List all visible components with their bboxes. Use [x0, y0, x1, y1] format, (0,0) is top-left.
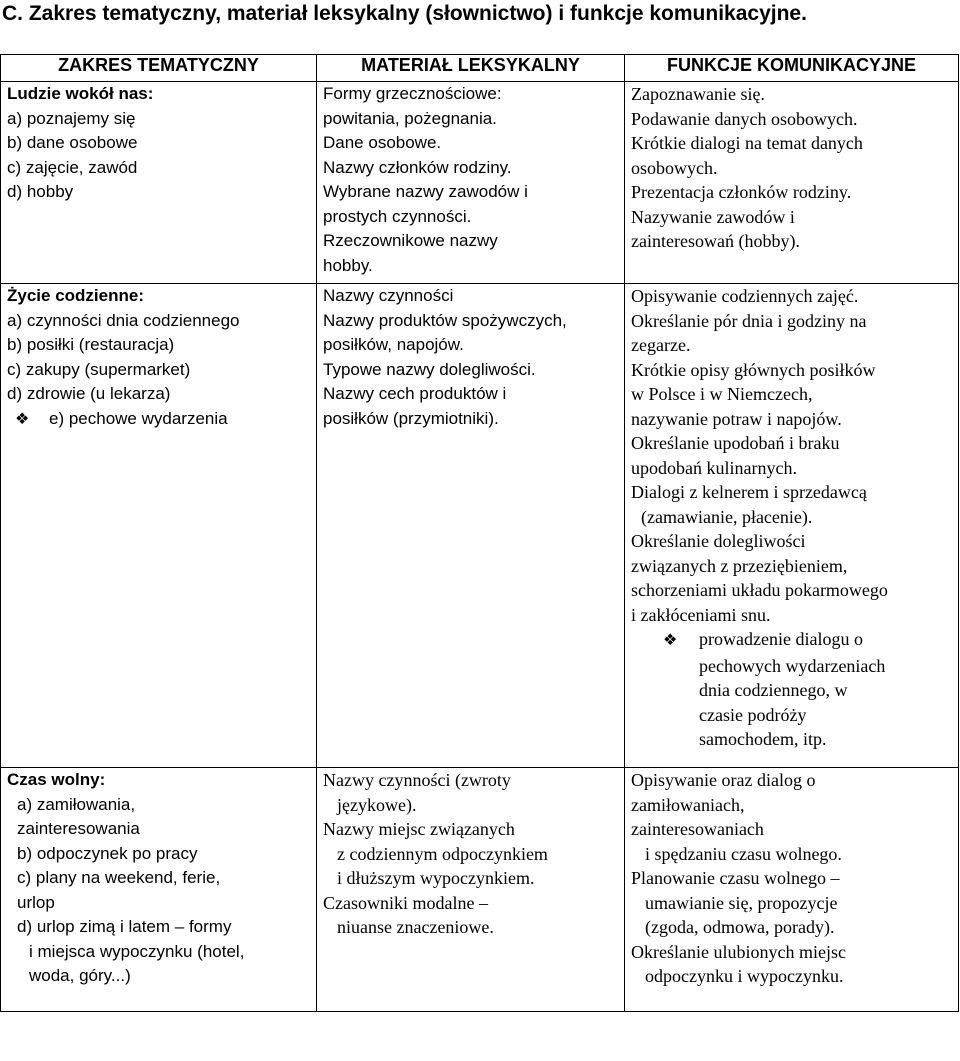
function-line: zainteresowaniach [631, 819, 764, 839]
header-functions: FUNKCJE KOMUNIKACYJNE [625, 55, 959, 82]
function-line: Określanie ulubionych miejsc [631, 941, 846, 962]
function-line: Opisywanie codziennych zajęć. [631, 286, 859, 306]
function-line: odpoczynku i wypoczynku. [645, 966, 844, 986]
table-row [1, 284, 959, 768]
table-row [1, 82, 959, 284]
function-line: Zapoznawanie się. [631, 84, 765, 104]
function-line: Nazywanie zawodów i [631, 206, 795, 227]
lexical-line: prostych czynności. [323, 206, 472, 226]
function-line: Krótkie dialogi na temat danych [631, 133, 863, 153]
topic-item: b) dane osobowe [7, 133, 138, 152]
topic-item: c) zakupy (supermarket) [7, 359, 191, 379]
function-bullet-line: dnia codziennego, w [699, 680, 848, 700]
function-line: osobowych. [631, 157, 718, 178]
lexical-line: i dłuższym wypoczynkiem. [337, 868, 535, 888]
function-line: upodobań kulinarnych. [631, 457, 797, 478]
topic-cell [1, 284, 317, 768]
curriculum-table-wrapper [0, 54, 958, 1012]
function-line: Dialogi z kelnerem i sprzedawcą [631, 482, 867, 502]
function-bullet-line: samochodem, itp. [699, 729, 827, 749]
topic-item: d) hobby [7, 182, 74, 201]
function-line: Planowanie czasu wolnego – [631, 868, 840, 888]
function-line: (zamawianie, płacenie). [641, 506, 813, 527]
topic-item: b) posiłki (restauracja) [7, 335, 175, 354]
function-line: Określanie dolegliwości [631, 531, 806, 551]
lexical-line: posiłków, napojów. [323, 335, 464, 354]
topic-item: a) czynności dnia codziennego [7, 310, 240, 330]
function-line: zegarze. [631, 335, 691, 355]
diamond-bullet-icon: ❖ [663, 632, 678, 649]
function-line: (zgoda, odmowa, porady). [645, 917, 835, 937]
function-line: Opisywanie oraz dialog o [631, 770, 816, 790]
topic-item: a) poznajemy się [7, 108, 136, 128]
topic-item: zainteresowania [17, 819, 140, 838]
function-line: zainteresowań (hobby). [631, 231, 800, 251]
lexical-line: Nazwy czynności [323, 286, 454, 305]
lexical-line: Czasowniki modalne – [323, 892, 488, 913]
topic-cell [1, 768, 317, 1012]
function-line: Określanie upodobań i braku [631, 433, 840, 453]
header-lexical: MATERIAŁ LEKSYKALNY [317, 55, 625, 82]
function-line: Prezentacja członków rodziny. [631, 182, 852, 202]
diamond-bullet-icon: ❖ [15, 410, 30, 428]
lexical-line: Nazwy produktów spożywczych, [323, 310, 567, 330]
lexical-line: językowe). [337, 794, 417, 815]
lexical-line: Nazwy członków rodziny. [323, 157, 512, 177]
function-line: Określanie pór dnia i godziny na [631, 310, 867, 331]
function-bullet-item [631, 627, 954, 654]
table-header-row [1, 55, 959, 82]
lexical-cell [317, 768, 625, 1012]
function-line: w Polsce i w Niemczech, [631, 384, 813, 404]
lexical-line: Typowe nazwy dolegliwości. [323, 359, 536, 379]
lexical-line: Wybrane nazwy zawodów i [323, 182, 528, 201]
topic-title: Czas wolny: [7, 770, 106, 789]
function-bullet-line: pechowych wydarzeniach [699, 655, 886, 676]
topic-item: woda, góry...) [29, 966, 131, 985]
table-row [1, 768, 959, 1012]
topic-item: b) odpoczynek po pracy [17, 843, 198, 863]
curriculum-table [0, 54, 959, 1012]
function-line: zamiłowaniach, [631, 794, 745, 815]
lexical-cell [317, 82, 625, 284]
lexical-line: Dane osobowe. [323, 133, 442, 152]
functions-cell [625, 82, 959, 284]
topic-bullet-text: e) pechowe wydarzenia [49, 408, 228, 428]
topic-title: Ludzie wokół nas: [7, 84, 154, 103]
lexical-line: powitania, pożegnania. [323, 108, 497, 128]
lexical-line: Nazwy cech produktów i [323, 384, 507, 403]
topic-item: urlop [17, 892, 55, 912]
lexical-cell [317, 284, 625, 768]
topic-item: a) zamiłowania, [17, 794, 136, 814]
lexical-line: Formy grzecznościowe: [323, 84, 502, 103]
functions-cell [625, 768, 959, 1012]
topic-cell [1, 82, 317, 284]
topic-item: c) plany na weekend, ferie, [17, 868, 221, 887]
lexical-line: niuanse znaczeniowe. [337, 917, 494, 937]
lexical-line: Rzeczownikowe nazwy [323, 231, 498, 250]
topic-item: i miejsca wypoczynku (hotel, [29, 941, 245, 961]
function-line: umawianie się, propozycje [645, 892, 838, 913]
topic-item: d) zdrowie (u lekarza) [7, 384, 171, 403]
function-line: Krótkie opisy głównych posiłków [631, 359, 876, 380]
function-line: nazywanie potraw i napojów. [631, 408, 842, 429]
function-bullet-line: czasie podróży [699, 704, 807, 725]
function-line: i zakłóceniami snu. [631, 604, 771, 625]
lexical-line: z codziennym odpoczynkiem [337, 843, 548, 864]
function-line: i spędzaniu czasu wolnego. [645, 843, 842, 864]
topic-item: d) urlop zimą i latem – formy [17, 917, 232, 936]
header-topic: ZAKRES TEMATYCZNY [1, 55, 317, 82]
functions-cell [625, 284, 959, 768]
function-line: schorzeniami układu pokarmowego [631, 580, 888, 600]
function-line: Podawanie danych osobowych. [631, 108, 858, 129]
topic-title: Życie codzienne: [7, 286, 144, 305]
lexical-line: posiłków (przymiotniki). [323, 408, 499, 428]
function-line: związanych z przeziębieniem, [631, 555, 848, 576]
topic-bullet-item [7, 407, 312, 433]
lexical-line: Nazwy miejsc związanych [323, 819, 515, 839]
function-bullet-text: prowadzenie dialogu o [699, 629, 863, 649]
lexical-line: Nazwy czynności (zwroty [323, 770, 511, 790]
document-heading: C. Zakres tematyczny, materiał leksykalny (słownictwo) i funkcje komunikacyjne. [2, 2, 807, 25]
lexical-line: hobby. [323, 255, 373, 275]
topic-item: c) zajęcie, zawód [7, 157, 138, 177]
